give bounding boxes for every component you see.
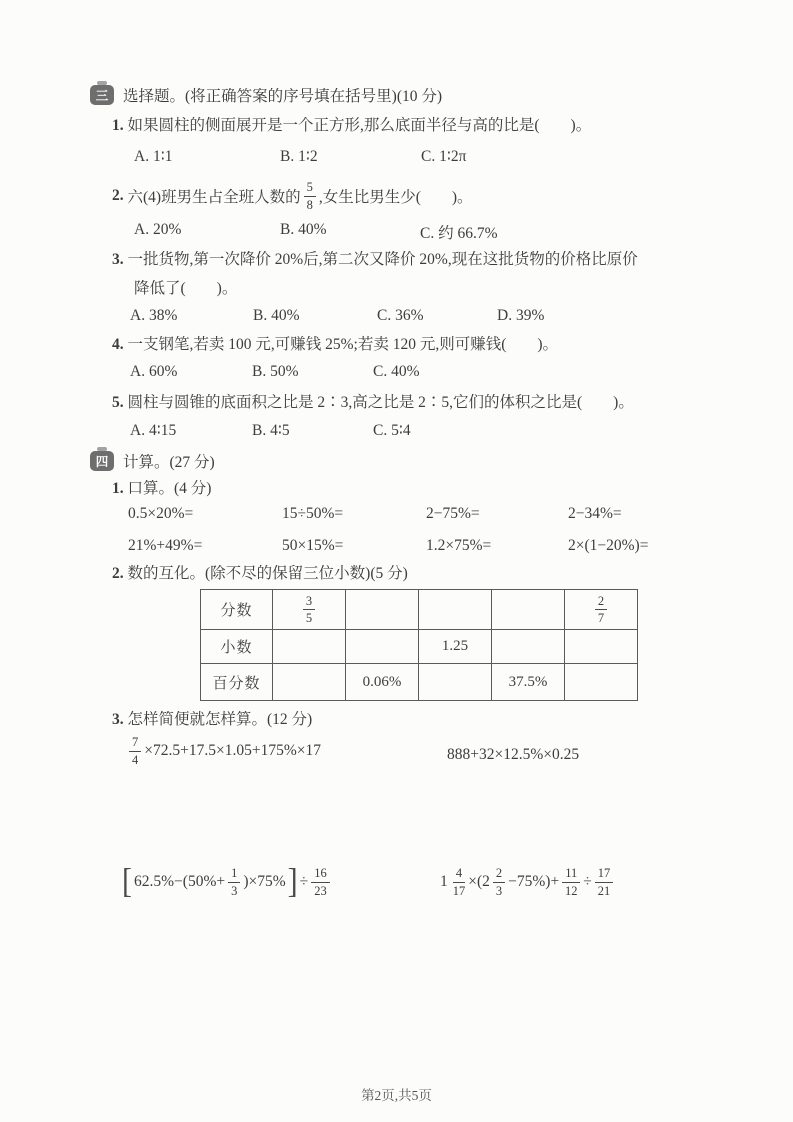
question-text: 圆柱与圆锥的底面积之比是 2∶3,高之比是 2∶5,它们的体积之比是( )。 [123, 394, 634, 411]
question-stem [112, 116, 591, 136]
section-title: 计算。(27 分) [123, 454, 215, 471]
fraction [595, 867, 614, 897]
numerator: 16 [311, 867, 330, 883]
fraction [303, 595, 315, 625]
fraction [304, 181, 316, 211]
oral-item: 1.2×75%= [426, 537, 492, 554]
table-cell [346, 630, 419, 664]
question-stem [112, 250, 638, 270]
option-c: C. 40% [373, 363, 420, 380]
table-cell [346, 590, 419, 630]
denominator: 12 [564, 883, 578, 898]
table-cell: 0.06% [346, 664, 419, 701]
expression-text: 62.5%−(50%+ [134, 873, 226, 890]
option-c: C. 1∶2π [421, 148, 467, 165]
expression [126, 733, 321, 769]
denominator: 7 [597, 611, 605, 625]
options-row [0, 147, 793, 167]
subsection-number: 1. [112, 480, 124, 497]
oral-item: 2−75%= [426, 505, 480, 522]
expression-text: ÷ [583, 873, 592, 890]
table-cell [419, 664, 492, 701]
table-cell [565, 590, 638, 630]
numerator: 11 [562, 867, 580, 883]
table-cell [273, 590, 346, 630]
subsection-text: 数的互化。(除不尽的保留三位小数)(5 分) [123, 565, 408, 582]
question-stem [112, 177, 473, 215]
expression-text: )×75% [243, 873, 286, 890]
option-a: A. 1∶1 [134, 148, 173, 165]
expression-text: ÷ [299, 873, 309, 890]
option-d: D. 39% [497, 307, 545, 324]
numerator: 5 [304, 181, 316, 197]
subsection-text: 口算。(4 分) [123, 480, 212, 497]
option-c: C. 5∶4 [373, 422, 411, 439]
oral-item: 0.5×20%= [128, 505, 194, 522]
denominator: 21 [597, 883, 611, 898]
question-number: 2. [112, 187, 124, 204]
expression [120, 860, 333, 904]
numerator: 1 [228, 867, 240, 883]
fraction [595, 595, 607, 625]
fraction [311, 867, 330, 897]
expression-text: ×(2 [468, 873, 490, 890]
page-footer: 第2页,共5页 [361, 1088, 432, 1103]
table-cell: 1.25 [419, 630, 492, 664]
table-row-label: 分数 [201, 590, 273, 630]
question-text: 一支钢笔,若卖 100 元,可赚钱 25%;若卖 120 元,则可赚钱( )。 [123, 336, 559, 353]
oral-item: 2−34%= [568, 505, 622, 522]
table-row-label: 百分数 [201, 664, 273, 701]
section-four-badge-icon [90, 451, 114, 471]
options-row [0, 307, 793, 327]
oral-item: 21%+49%= [128, 537, 203, 554]
fraction [129, 736, 141, 766]
expression-text: −75%)+ [508, 873, 560, 890]
subsection-title [112, 564, 408, 584]
section-three-badge-icon [90, 85, 114, 105]
denominator: 23 [314, 883, 327, 898]
left-bracket: [ [122, 862, 132, 901]
options-row [0, 421, 793, 441]
question-text: ,女生比男生少( )。 [318, 189, 473, 206]
fraction [493, 867, 505, 897]
option-a: A. 38% [130, 307, 178, 324]
denominator: 3 [495, 883, 503, 898]
question-text: 如果圆柱的侧面展开是一个正方形,那么底面半径与高的比是( )。 [123, 117, 592, 134]
option-a: A. 60% [130, 363, 178, 380]
option-b: B. 50% [252, 363, 299, 380]
subsection-title [112, 479, 211, 499]
numerator: 7 [129, 736, 141, 752]
subsection-text: 怎样简便就怎样算。(12 分) [123, 711, 313, 728]
table-cell [419, 590, 492, 630]
options-row [0, 363, 793, 383]
table-cell [492, 590, 565, 630]
oral-item: 50×15%= [282, 537, 344, 554]
option-c: C. 36% [377, 307, 424, 324]
denominator: 8 [306, 197, 313, 212]
fraction [228, 867, 240, 897]
section-calc-header [90, 450, 215, 472]
fraction [453, 867, 466, 897]
fraction [562, 867, 580, 897]
option-b: B. 4∶5 [252, 422, 290, 439]
oral-row [0, 537, 793, 557]
question-number: 5. [112, 394, 124, 411]
option-a: A. 4∶15 [130, 422, 177, 439]
options-row [0, 221, 793, 241]
table-cell [565, 664, 638, 701]
numerator: 2 [595, 595, 607, 611]
question-stem-continued: 降低了( )。 [134, 280, 238, 297]
option-b: B. 40% [280, 221, 327, 238]
numerator: 3 [303, 595, 315, 611]
expression-text: ×72.5+17.5×1.05+175%×17 [144, 742, 321, 759]
question-text: 一批货物,第一次降价 20%后,第二次又降价 20%,现在这批货物的价格比原价 [123, 251, 638, 268]
oral-item: 2×(1−20%)= [568, 537, 649, 554]
question-number: 3. [112, 251, 124, 268]
denominator: 3 [231, 883, 238, 898]
question-stem [112, 335, 558, 355]
section-choice-header [90, 84, 442, 106]
expression [440, 860, 616, 904]
conversion-table [200, 589, 638, 701]
table-cell [273, 630, 346, 664]
numerator: 4 [453, 867, 465, 883]
badge-char: 四 [95, 455, 109, 469]
table-row-label: 小数 [201, 630, 273, 664]
oral-item: 15÷50%= [282, 505, 344, 522]
right-bracket: ] [287, 862, 298, 901]
badge-char: 三 [95, 89, 109, 103]
question-stem [112, 393, 634, 413]
option-c: C. 约 66.7% [420, 225, 498, 242]
table-cell [492, 630, 565, 664]
table-cell: 37.5% [492, 664, 565, 701]
numerator: 17 [595, 867, 614, 883]
expression: 888+32×12.5%×0.25 [447, 746, 580, 763]
subsection-title [112, 710, 312, 730]
denominator: 4 [132, 752, 139, 767]
question-number: 1. [112, 117, 124, 134]
table-cell [273, 664, 346, 701]
option-b: B. 40% [253, 307, 300, 324]
question-text: 六(4)班男生占全班人数的 [123, 189, 301, 206]
whole-number: 1 [440, 873, 448, 890]
question-number: 4. [112, 336, 124, 353]
numerator: 2 [493, 867, 505, 883]
subsection-number: 3. [112, 711, 124, 728]
subsection-number: 2. [112, 565, 124, 582]
denominator: 5 [305, 611, 313, 625]
oral-row [0, 505, 793, 525]
option-b: B. 1∶2 [280, 148, 318, 165]
denominator: 17 [452, 883, 466, 898]
option-a: A. 20% [134, 221, 182, 238]
section-title: 选择题。(将正确答案的序号填在括号里)(10 分) [123, 88, 443, 105]
table-cell [565, 630, 638, 664]
